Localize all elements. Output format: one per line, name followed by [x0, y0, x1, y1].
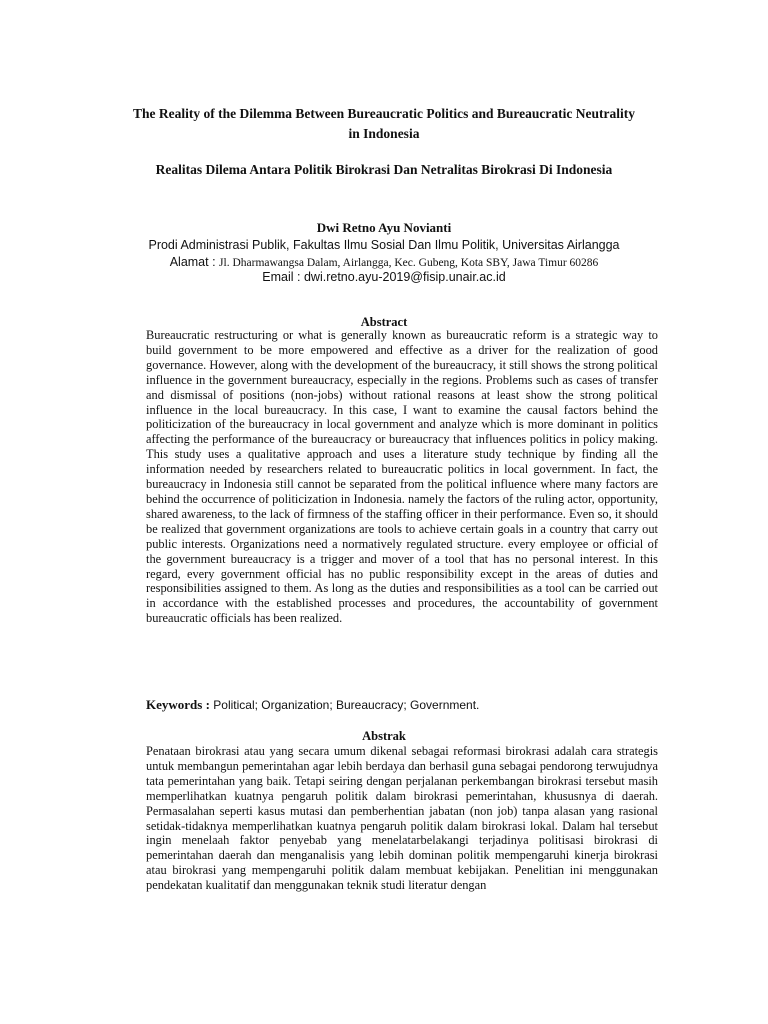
indonesian-title: Realitas Dilema Antara Politik Birokrasi Dan Netralitas Birokrasi Di Indonesia	[155, 162, 613, 177]
abstract-heading: Abstract	[360, 315, 408, 329]
abstrak-heading: Abstrak	[362, 729, 406, 743]
abstrak-text: Penataan birokrasi atau yang secara umum dikenal sebagai reformasi birokrasi adalah cara strategis untuk membangun pemerintahan agar lebih berdaya dan berhasil guna sebagai pendorong terwujudnya tata pemerintahan yang baik. Tetapi seiring dengan perjalanan perkembangan birokrasi tersebut masih memperlihatkan kuatnya pengaruh politik dalam birokrasi pemerintahan, khususnya di daerah. Permasalahan seperti kasus mutasi dan pemberhentian jabatan (non job) tanpa alasan yang rasional setidak-tidaknya memperlihatkan kuatnya pengaruh politik dalam birokrasi lokal. Dalam hal tersebut ingin menelaah faktor penyebab yang menelatarbelakangi terjadinya politisasi birokrasi di pemerintahan daerah dan menganalisis yang lebih dominan politik mempengaruhi kinerja birokrasi atau birokrasi yang mempengaruhi politik dalam membuat kebijakan. Penelitian ini menggunakan pendekatan kualitatif dan menggunakan teknik studi literatur dengan	[146, 744, 658, 893]
author-affiliation: Prodi Administrasi Publik, Fakultas Ilmu Sosial Dan Ilmu Politik, Universitas Airlangga	[148, 238, 620, 252]
author-email	[130, 268, 638, 286]
email-address[interactable]: dwi.retno.ayu-2019@fisip.unair.ac.id	[303, 270, 506, 284]
email-label: Email :	[262, 270, 301, 284]
keywords-text: Political; Organization; Bureaucracy; Government.	[213, 698, 480, 712]
keywords-label: Keywords :	[146, 697, 210, 712]
address-label: Alamat :	[169, 255, 216, 269]
author-name: Dwi Retno Ayu Novianti	[316, 220, 452, 235]
abstract-text: Bureaucratic restructuring or what is generally known as bureaucratic reform is a strategic way to build government to be more empowered and effective as a driver for the realization of good governance. However, along with the development of the bureaucracy, it still shows the strong political influence in the government bureaucracy, especially in the regions. Problems such as cases of transfer and dismissal of positions (non-jobs) without rational reasons at least show the strong political influence in the local bureaucracy. In this case, I want to examine the causal factors behind the politicization of the bureaucracy in local government and analyze which is more dominant in politics affecting the performance of the bureaucracy or bureaucracy that influences politics in policy making. This study uses a qualitative approach and uses a literature study technique by finding all the information needed by researchers related to bureaucratic politics in local government. In fact, the bureaucracy in Indonesia still cannot be separated from the political influence where many factors are behind the occurrence of politicization in Indonesia. namely the factors of the ruling actor, opportunity, shared awareness, to the lack of firmness of the staffing officer in their performance. Even so, it should be realized that government organizations are tools to achieve certain goals in a country that carry out public interests. Organizations need a normatively regulated structure. every employee or official of the government bureaucracy is a trigger and mover of a tool that has no personal interest. In this regard, every government official has no public responsibility except in the areas of duties and responsibilities assigned to them. As long as the duties and responsibilities as a tool can be carried out in accordance with the established processes and procedures, the accountability of government bureaucratic officials has been realized.	[146, 328, 658, 626]
address-text: Jl. Dharmawangsa Dalam, Airlangga, Kec. Gubeng, Kota SBY, Jawa Timur 60286	[219, 257, 599, 269]
keywords-line	[146, 697, 658, 713]
english-title: The Reality of the Dilemma Between Bureaucratic Politics and Bureaucratic Neutrality in Indonesia	[133, 106, 635, 141]
